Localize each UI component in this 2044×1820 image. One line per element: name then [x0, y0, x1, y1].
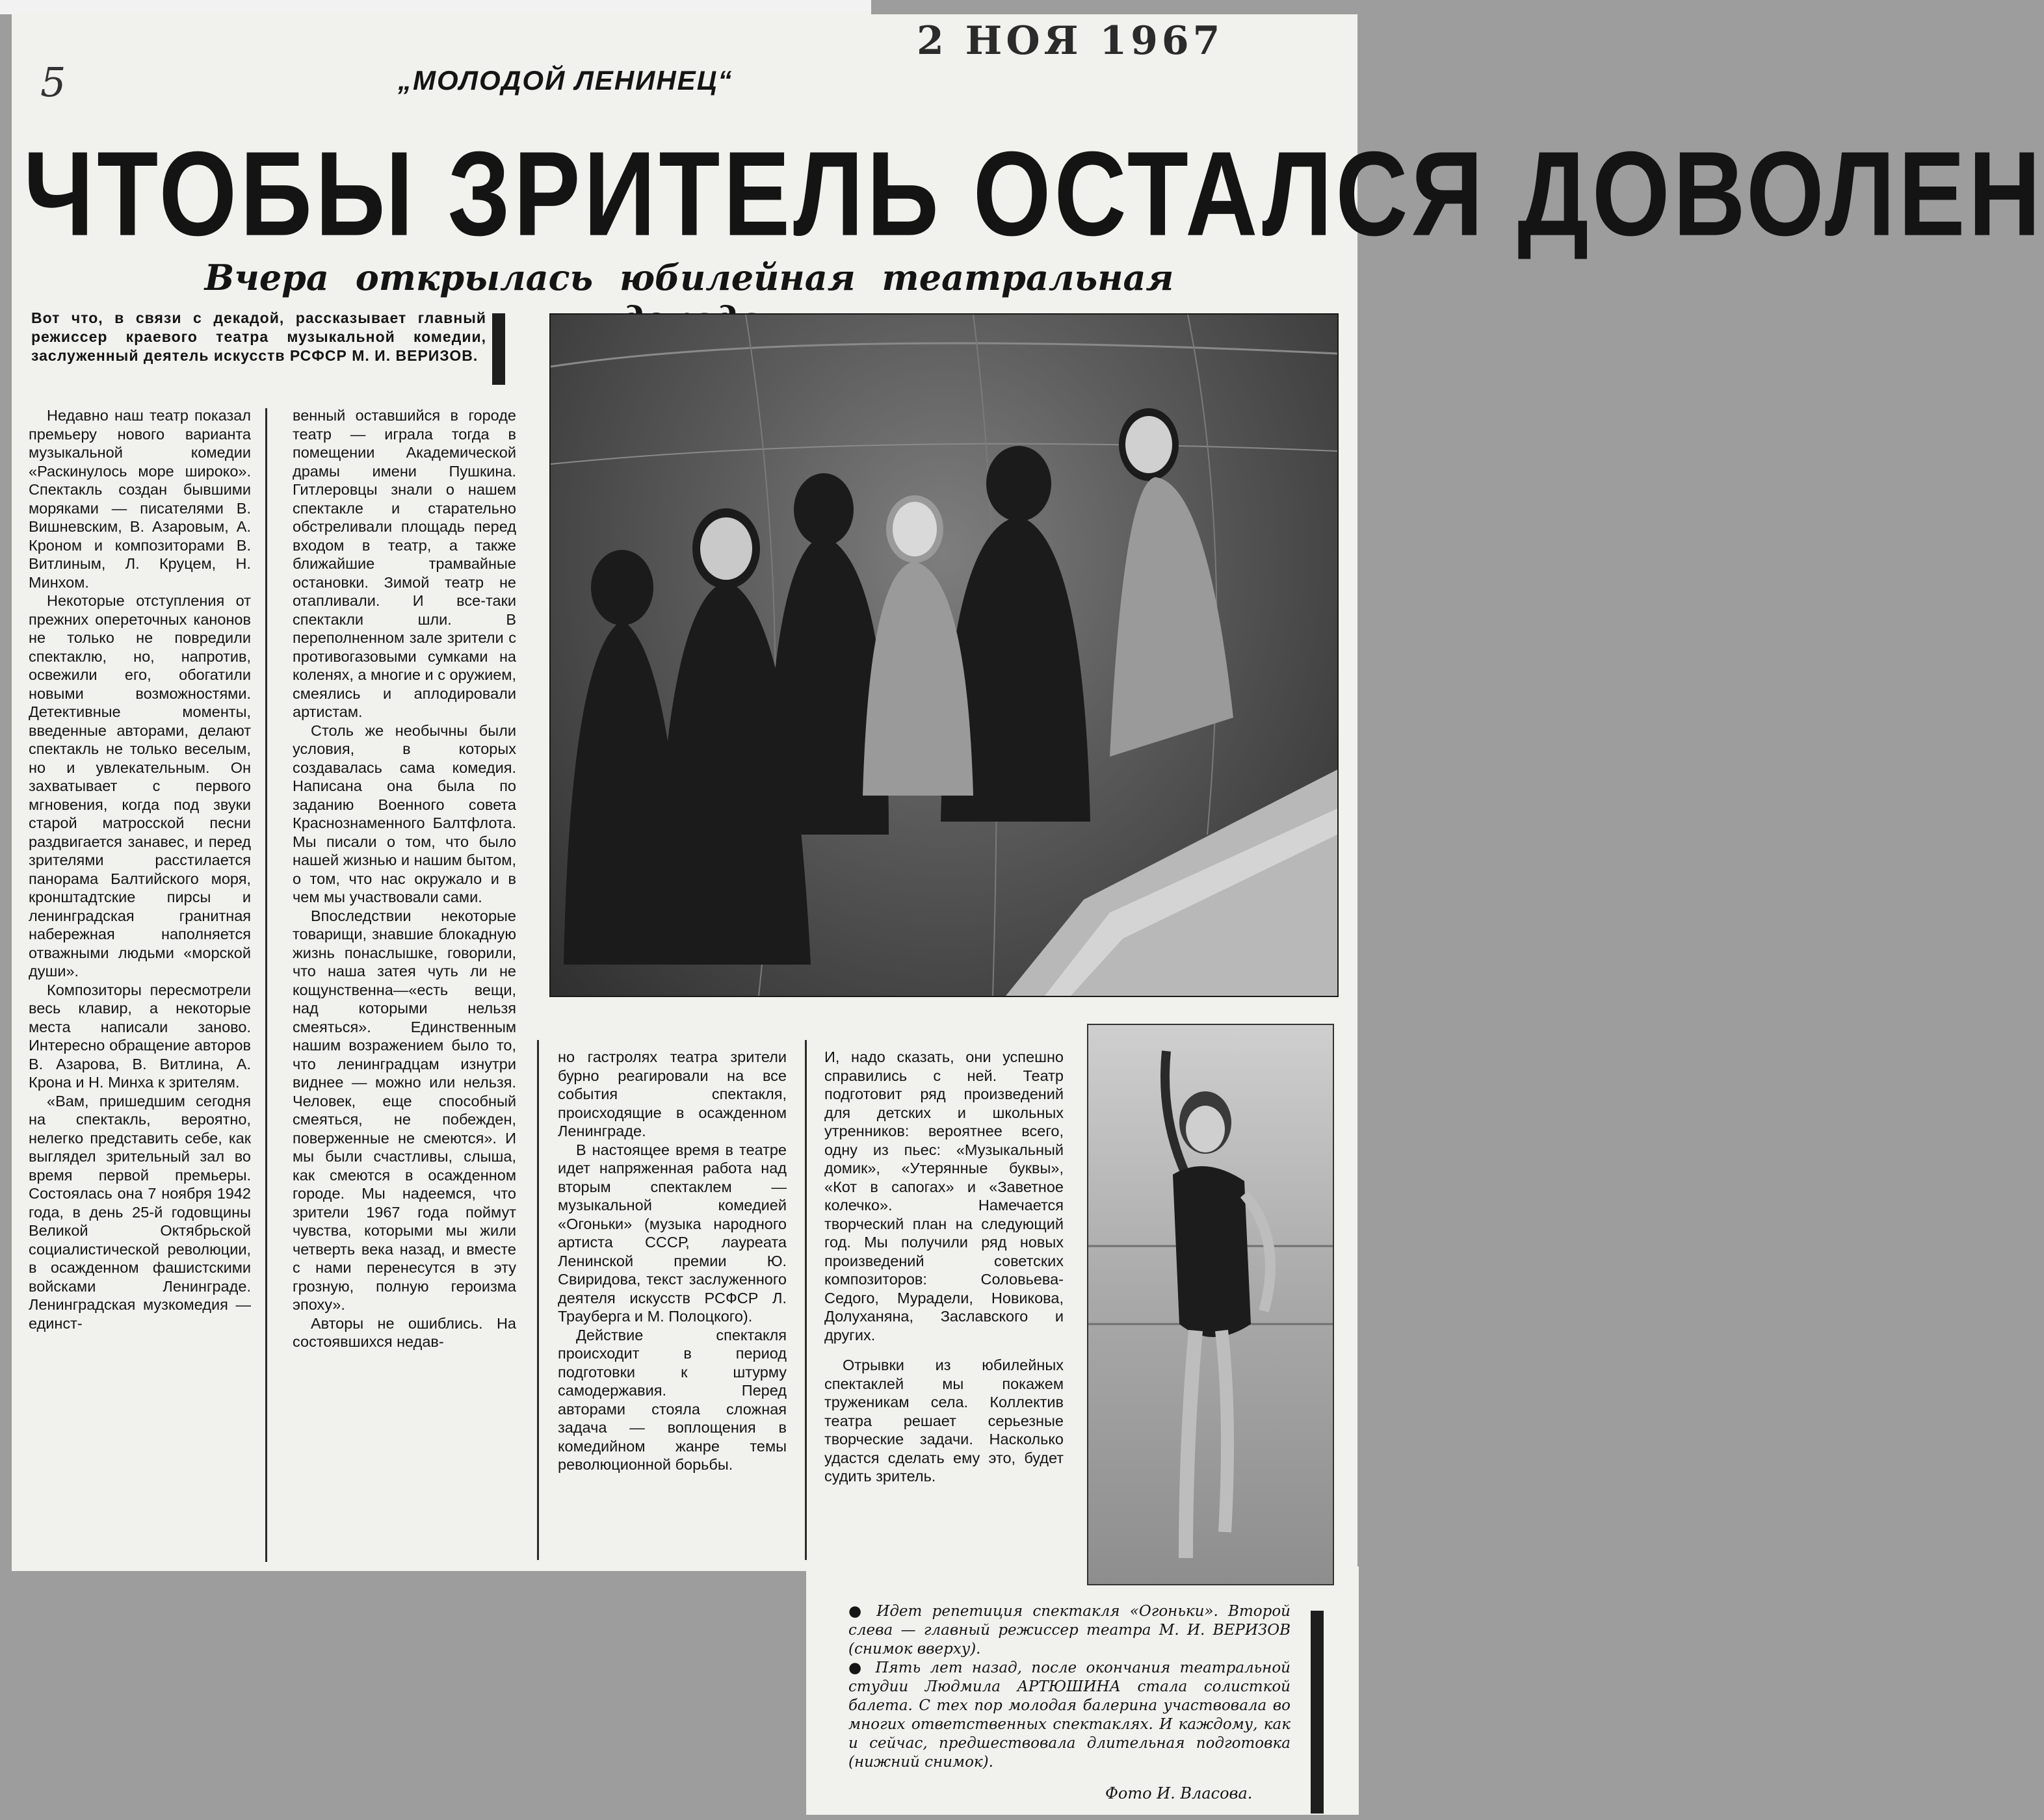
- text-column-1: [29, 406, 251, 1332]
- text-column-3: [558, 1048, 787, 1474]
- photo-caption: [848, 1602, 1291, 1772]
- article-headline: ЧТОБЫ ЗРИТЕЛЬ ОСТАЛСЯ ДОВОЛЕН: [23, 126, 2044, 261]
- column-rule: [537, 1040, 539, 1560]
- paragraph: Авторы не ошиблись. На состоявшихся недав-: [293, 1314, 516, 1350]
- column-rule: [805, 1040, 807, 1560]
- ballerina-photo: [1087, 1024, 1334, 1585]
- caption-line: ● Пять лет назад, после окончания театральной студии Людмила АРТЮШИНА стала солисткой балета. С тех пор молодая балерина участвовала во многих ответственных спектаклях. И каждому, как и сейчас, предшествовала длительная подготовка (нижний снимок).: [848, 1659, 1291, 1771]
- paragraph: Впоследствии некоторые товарищи, знавшие блокадную жизнь понаслышке, говорили, что наша затея чуть ли не кощунственна—«есть вещи, над которыми нельзя смеяться». Единственным нашим возражением было то, что ленинградцам изнутри виднее — можно или нельзя. Человек, еще способный смеяться, не побежден, поверженные не смеются». И мы были счастливы, слыша, как смеются в осажденном городе. Мы надеемся, что зрители 1967 года поймут чувства, которыми мы жили четверть века назад, и вместе с нами перенесутся в эту грозную, полную героизма эпоху».: [293, 907, 516, 1313]
- photo-credit: Фото И. Власова.: [1105, 1784, 1253, 1802]
- text-column-2: [293, 406, 516, 1351]
- paragraph: Столь же необычны были условия, в которых создавалась сама комедия. Написана она была по заданию Военного совета Краснознаменного Балтфлота. Мы писали о том, что было нашей жизнью и нашим бытом, о том, что нас окружало и в чем мы участвовали сами.: [293, 722, 516, 905]
- caption-rule: [1311, 1611, 1324, 1814]
- paragraph: «Вам, пришедшим сегодня на спектакль, вероятно, нелегко представить себе, как выглядел зрительный зал во время первой премьеры. Состоялась она 7 ноября 1942 года, в день 25-й годовщины Великой Октябрьской социалистической революции, в осажденном фашистскими войсками Ленинграде. Ленинградская музкомедия — единст-: [29, 1092, 251, 1332]
- newspaper-masthead: „МОЛОДОЙ ЛЕНИНЕЦ“: [398, 65, 733, 96]
- rehearsal-photo: [549, 313, 1339, 997]
- paragraph: Недавно наш театр показал премьеру нового варианта музыкальной комедии «Раскинулось море широко». Спектакль создан бывшими моряками — писателями В. Вишневским, В. Азаровым, А. Кроном и композиторами В. Витлиным, Л. Круцем, Н. Минхом.: [29, 407, 251, 591]
- paragraph: Отрывки из юбилейных спектаклей мы покажем труженикам села. Коллектив театра решает серьезные творческие задачи. Насколько удастся сделать ему это, будет судить зритель.: [824, 1357, 1064, 1485]
- rehearsal-photo-image: [551, 315, 1337, 996]
- paragraph: венный оставшийся в городе театр — играла тогда в помещении Академической драмы имени Пушкина. Гитлеровцы знали о нашем спектакле и старательно обстреливали площадь перед входом в театр, а также ближайшие трамвайные остановки. Зимой театр не отапливали. И все-таки спектакли шли. В переполненном зале зрители с противогазовыми сумками на коленях, а многие и с оружием, смеялись и аплодировали артистам.: [293, 407, 516, 720]
- paragraph: но гастролях театра зрители бурно реагировали на все события спектакля, происходящие в осажденном Ленинграде.: [558, 1048, 787, 1139]
- date-stamp: 2 НОЯ 1967: [917, 18, 1224, 64]
- paragraph: Действие спектакля происходит в период подготовки к штурму самодержавия. Перед авторами стояла сложная задача — воплощения в комедийном жанре темы революционной борьбы.: [558, 1326, 787, 1473]
- paragraph: Некоторые отступления от прежних опереточных канонов не только не повредили спектаклю, но, напротив, освежили его, обогатили новыми возможностями. Детективные моменты, введенные авторами, делают спектакль не только веселым, но и увлекательным. Он захватывает с первого мгновения, когда под звуки старой матросской песни раздвигается занавес, и перед зрителями расстилается панорама Балтийского моря, кронштадтские пирсы и ленинградская гранитная набережная наполняется отважными людьми «морской души».: [29, 592, 251, 980]
- article-lead: Вот что, в связи с декадой, рассказывает главный режиссер краевого театра музыкальной комедии, заслуженный деятель искусств РСФСР М. И. ВЕРИЗОВ.: [31, 309, 486, 364]
- paragraph: В настоящее время в театре идет напряженная работа над вторым спектаклем — музыкальной комедией «Огоньки» (музыка народного артиста СССР, лауреата Ленинской премии Ю. Свиридова, текст заслуженного деятеля искусств РСФСР Л. Трауберга и М. Полоцкого).: [558, 1141, 787, 1325]
- caption-line: ● Идет репетиция спектакля «Огоньки». Второй слева — главный режиссер театра М. И. ВЕРИЗОВ (снимок вверху).: [848, 1603, 1291, 1658]
- ballerina-photo-image: [1088, 1025, 1333, 1584]
- paragraph: И, надо сказать, они успешно справились с ней. Театр подготовит ряд произведений для детских и школьных утренников: вероятнее всего, одну из пьес: «Музыкальный домик», «Утерянные буквы», «Кот в сапогах» и «Заветное колечко». Намечается творческий план на следующий год. Мы получили ряд новых произведений советских композиторов: Соловьева-Седого, Мурадели, Новикова, Долуханяна, Заславского и других.: [824, 1048, 1064, 1344]
- article-subhead: Вчера открылась юбилейная театральная: [204, 257, 1174, 298]
- text-column-4: [824, 1048, 1064, 1486]
- column-rule: [265, 408, 267, 1562]
- lead-rule: [492, 313, 505, 385]
- scan-top-strip: [0, 0, 871, 14]
- handwritten-margin-note: 5: [40, 58, 66, 106]
- paragraph: Композиторы пересмотрели весь клавир, а некоторые места написали заново. Интересно обращение авторов В. Азарова, В. Витлина, А. Крона и Н. Минха к зрителям.: [29, 981, 251, 1091]
